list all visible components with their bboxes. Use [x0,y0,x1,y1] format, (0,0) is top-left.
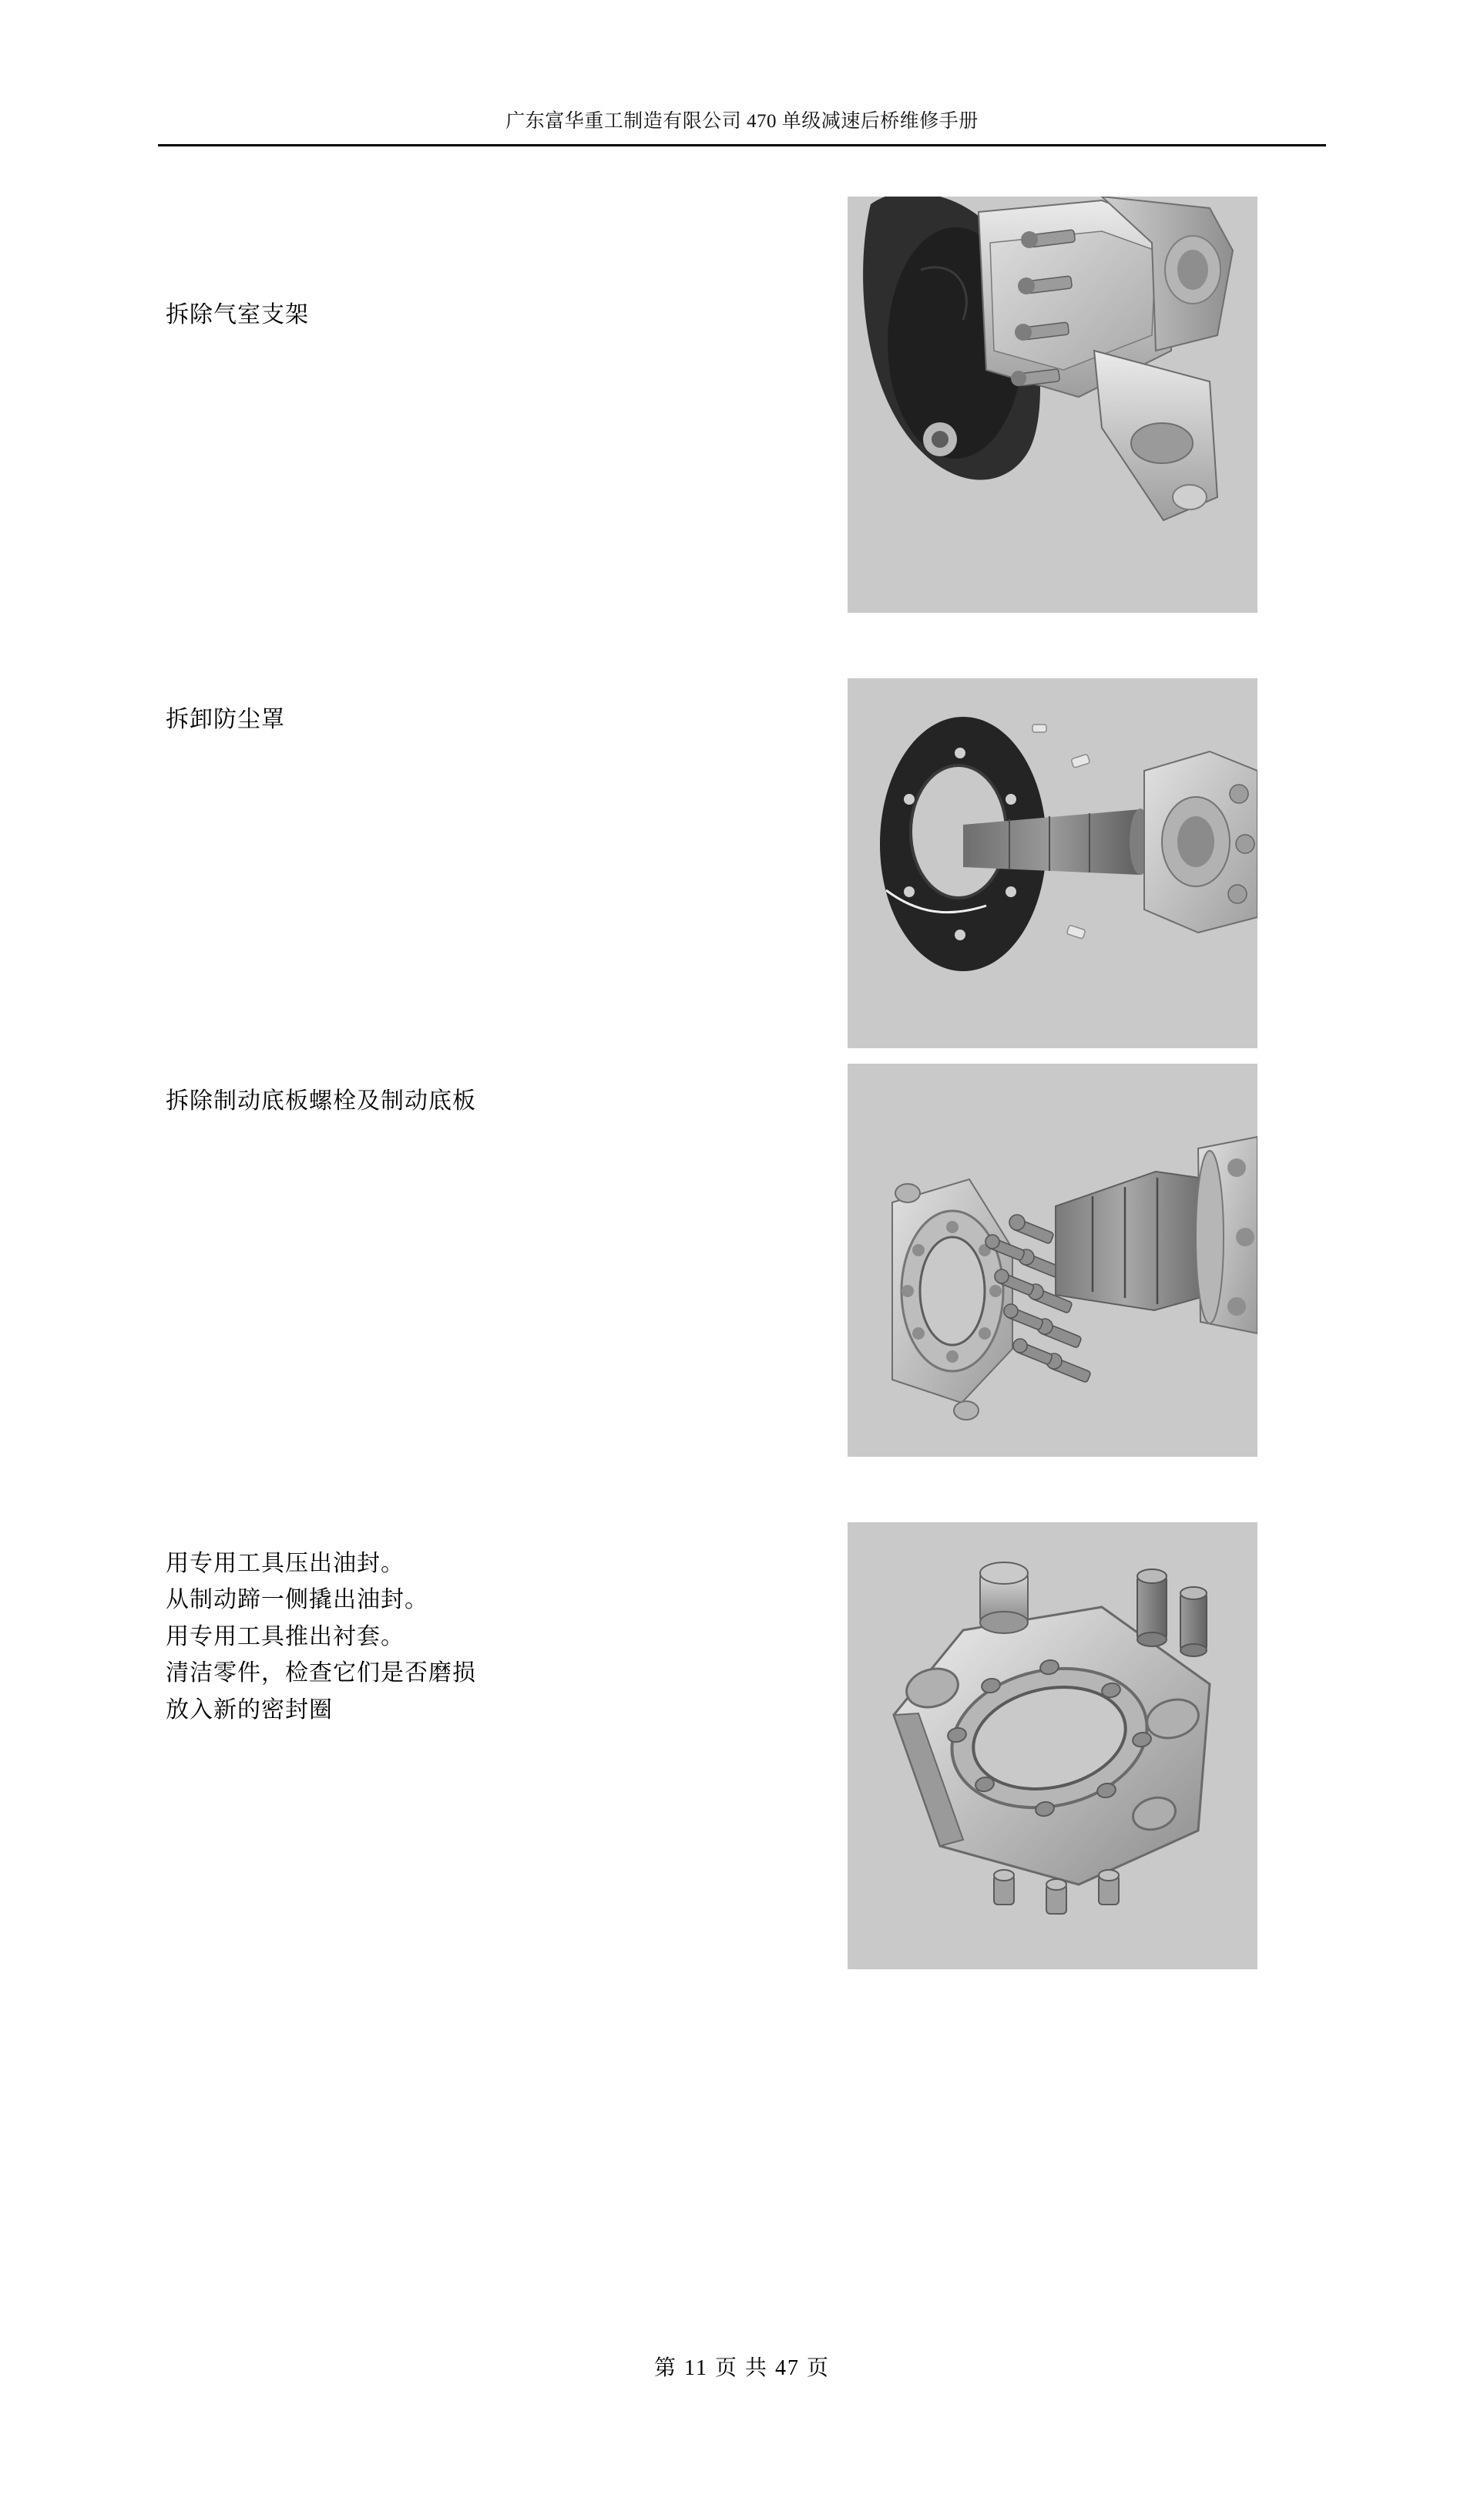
step-3-text: 拆除制动底板螺栓及制动底板 [166,1088,476,1114]
figure-brake-backing-plate [848,1064,1257,1457]
figure-oil-seal-bushing-art [848,1522,1257,1969]
step-4-text: 用专用工具压出油封。 从制动蹄一侧撬出油封。 用专用工具推出衬套。 清洁零件，检查它们是否磨损 放入新的密封圈 [166,1551,476,1723]
step-2-text: 拆卸防尘罩 [166,707,285,732]
figure-air-chamber-bracket-art [848,197,1257,613]
figure-brake-backing-plate-art [848,1064,1257,1457]
figure-oil-seal-bushing [848,1522,1257,1969]
step-1-text: 拆除气室支架 [166,302,309,328]
page-header [158,108,1326,146]
figure-air-chamber-bracket [848,197,1257,613]
figure-dust-cover-art [848,678,1257,1048]
header-rule [158,144,1326,146]
page-footer: 第 11 页 共 47 页 [654,2356,830,2380]
figure-dust-cover [848,678,1257,1048]
header-title: 广东富华重工制造有限公司 470 单级减速后桥维修手册 [505,111,979,132]
